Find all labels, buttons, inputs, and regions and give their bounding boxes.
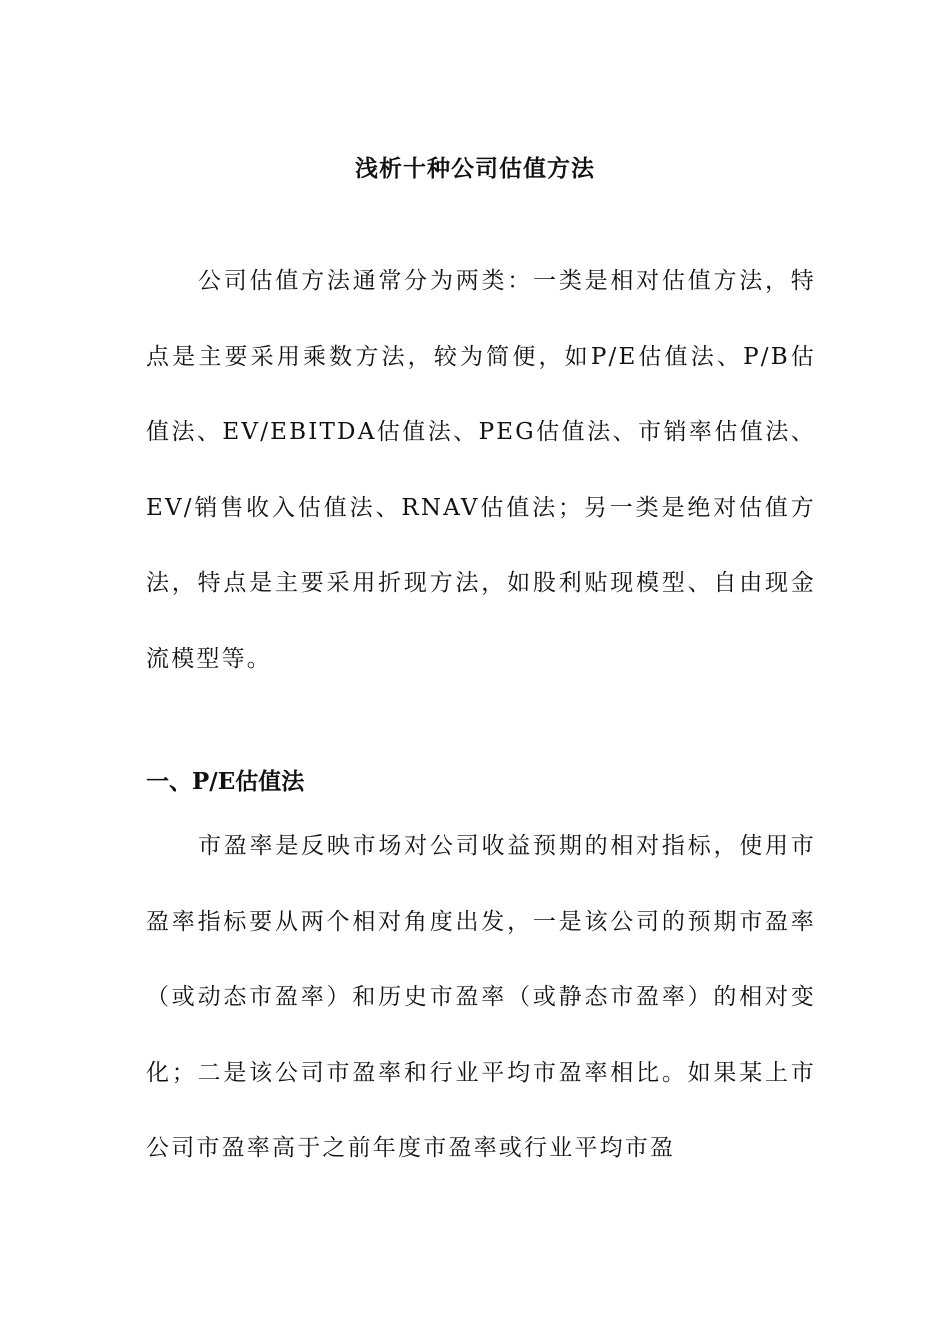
intro-paragraph: 公司估值方法通常分为两类：一类是相对估值方法，特点是主要采用乘数方法，较为简便，如P/E估值法、P/B估值法、EV/EBITDA估值法、PEG估值法、市销率估值法、EV/销售收入估值法、RNAV估值法；另一类是绝对估值方法，特点是主要采用折现方法，如股利贴现模型、自由现金流模型等。 xyxy=(146,268,816,672)
document-title: 浅析十种公司估值方法 xyxy=(355,155,595,183)
section-heading-pe: 一、P/E估值法 xyxy=(146,768,305,795)
pe-section xyxy=(146,809,816,1187)
pe-paragraph: 市盈率是反映市场对公司收益预期的相对指标，使用市盈率指标要从两个相对角度出发，一是该公司的预期市盈率（或动态市盈率）和历史市盈率（或静态市盈率）的相对变化；二是该公司市盈率和行业平均市盈率相比。如果某上市公司市盈率高于之前年度市盈率或行业平均市盈 xyxy=(146,833,816,1161)
intro-section xyxy=(146,244,816,697)
